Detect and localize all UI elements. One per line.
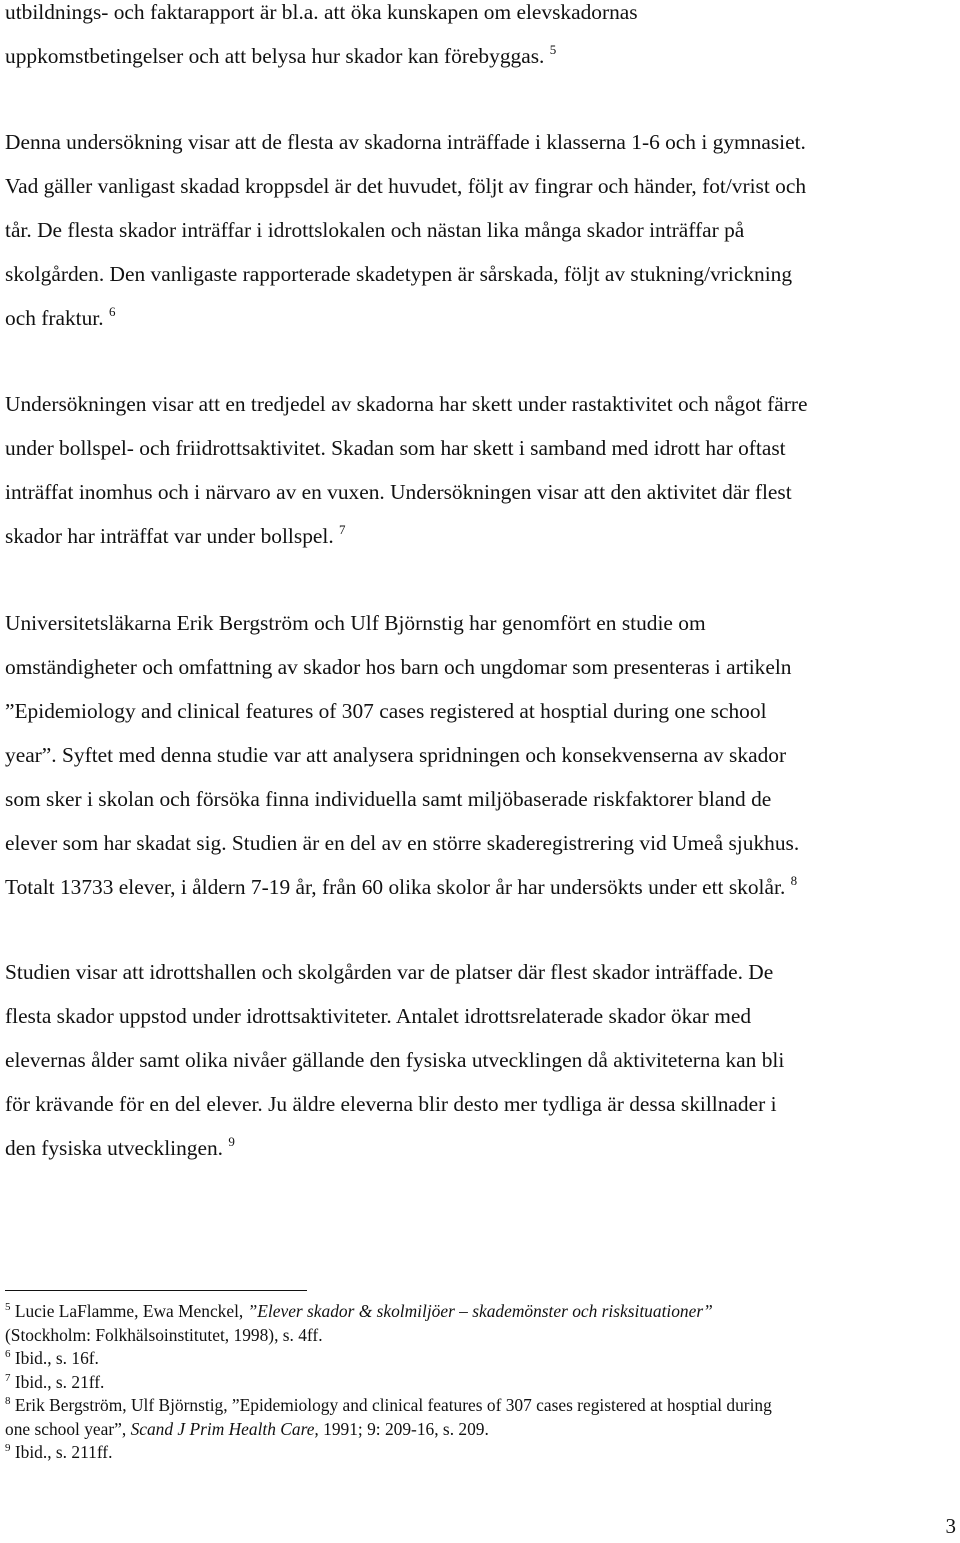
footnote-number: 9 — [5, 1442, 11, 1454]
text-line — [5, 865, 955, 909]
text-segment: uppkomstbetingelser och att belysa hur skador kan förebyggas. — [5, 44, 545, 68]
footnote-number: 5 — [5, 1301, 11, 1313]
text-segment: skador har inträffat var under bollspel. — [5, 524, 334, 548]
text-line: Universitetsläkarna Erik Bergström och Ulf Björnstig har genomfört en studie om — [5, 611, 706, 635]
body-paragraph — [5, 382, 955, 558]
footnote-reference: 6 — [108, 304, 116, 319]
footnote-text: Ibid., s. 211ff. — [14, 1442, 113, 1462]
text-line: flesta skador uppstod under idrottsaktiviteter. Antalet idrottsrelaterade skador ökar med — [5, 1004, 752, 1028]
text-segment: den fysiska utvecklingen. — [5, 1136, 224, 1160]
footnote-journal: Scand J Prim Health Care, — [130, 1418, 319, 1439]
footnote-6 — [5, 1347, 955, 1371]
text-line: ”Epidemiology and clinical features of 307 cases registered at hosptial during one school — [5, 699, 767, 723]
text-line — [5, 34, 955, 78]
footnote-title: ”Elever skador & skolmiljöer – skademönster och risksituationer” — [247, 1301, 713, 1321]
footnote-number: 8 — [5, 1395, 11, 1407]
footnotes — [5, 1300, 955, 1465]
text-line: Studien visar att idrottshallen och skolgården var de platser där flest skador inträffade. De — [5, 960, 774, 984]
text-line: skolgården. Den vanligaste rapporterade skadetypen är sårskada, följt av stukning/vrickning — [5, 262, 793, 286]
footnote-reference: 5 — [549, 42, 557, 57]
footnote-text: Ibid., s. 16f. — [14, 1348, 99, 1368]
footnote-9 — [5, 1441, 955, 1465]
footnote-authors: Lucie LaFlamme, Ewa Menckel, — [14, 1301, 248, 1321]
text-segment: och fraktur. — [5, 306, 104, 330]
footnote-separator — [5, 1290, 307, 1291]
footnote-reference: 9 — [228, 1134, 235, 1149]
text-line: tår. De flesta skador inträffar i idrottslokalen och nästan lika många skador inträffar på — [5, 218, 745, 242]
footnote-5-continued: (Stockholm: Folkhälsoinstitutet, 1998), s. 4ff. — [5, 1324, 323, 1345]
footnote-7 — [5, 1371, 955, 1395]
text-line — [5, 1126, 955, 1170]
text-line — [5, 296, 955, 340]
text-line: som sker i skolan och försöka finna individuella samt miljöbaserade riskfaktorer bland de — [5, 787, 772, 811]
footnote-text: Erik Bergström, Ulf Björnstig, ”Epidemiology and clinical features of 307 cases registered at hosptial during — [14, 1395, 772, 1415]
footnote-reference: 7 — [339, 522, 346, 537]
body-paragraph — [5, 950, 955, 1170]
page-number: 3 — [945, 1514, 956, 1538]
footnote-text: one school year”, — [5, 1418, 131, 1439]
body-paragraph — [5, 601, 955, 909]
text-line: omständigheter och omfattning av skador hos barn och ungdomar som presenteras i artikeln — [5, 655, 792, 679]
footnote-reference: 8 — [790, 873, 798, 888]
text-line: Vad gäller vanligast skadad kroppsdel är det huvudet, följt av fingrar och händer, fot/vrist och — [5, 174, 807, 198]
footnote-number: 6 — [5, 1348, 11, 1360]
text-line — [5, 514, 955, 558]
text-line: year”. Syftet med denna studie var att analysera spridningen och konsekvenserna av skador — [5, 743, 787, 767]
text-segment: Totalt 13733 elever, i åldern 7-19 år, från 60 olika skolor år har undersökts under ett skolår. — [5, 875, 786, 899]
text-line: för krävande för en del elever. Ju äldre eleverna blir desto mer tydliga är dessa skillnader i — [5, 1092, 777, 1116]
footnote-5 — [5, 1300, 955, 1324]
body-paragraph — [5, 0, 955, 78]
footnote-8-continued — [5, 1418, 955, 1442]
footnote-text: Ibid., s. 21ff. — [14, 1371, 105, 1392]
text-line: elever som har skadat sig. Studien är en del av en större skaderegistrering vid Umeå sjukhus. — [5, 831, 800, 855]
text-line: Denna undersökning visar att de flesta av skadorna inträffade i klasserna 1-6 och i gymnasiet. — [5, 130, 806, 154]
text-line: inträffat inomhus och i närvaro av en vuxen. Undersökningen visar att den aktivitet där flest — [5, 480, 792, 504]
footnote-text: 1991; 9: 209-16, s. 209. — [318, 1418, 489, 1439]
footnote-8 — [5, 1394, 955, 1418]
text-line: under bollspel- och friidrottsaktivitet. Skadan som har skett i samband med idrott har oftast — [5, 436, 786, 460]
text-line: Undersökningen visar att en tredjedel av skadorna har skett under rastaktivitet och något färre — [5, 392, 808, 416]
body-paragraph — [5, 120, 955, 340]
footnote-number: 7 — [5, 1371, 11, 1384]
text-line: elevernas ålder samt olika nivåer gällande den fysiska utvecklingen då aktiviteterna kan bli — [5, 1048, 785, 1072]
text-line: utbildnings- och faktarapport är bl.a. att öka kunskapen om elevskadornas — [5, 0, 638, 24]
